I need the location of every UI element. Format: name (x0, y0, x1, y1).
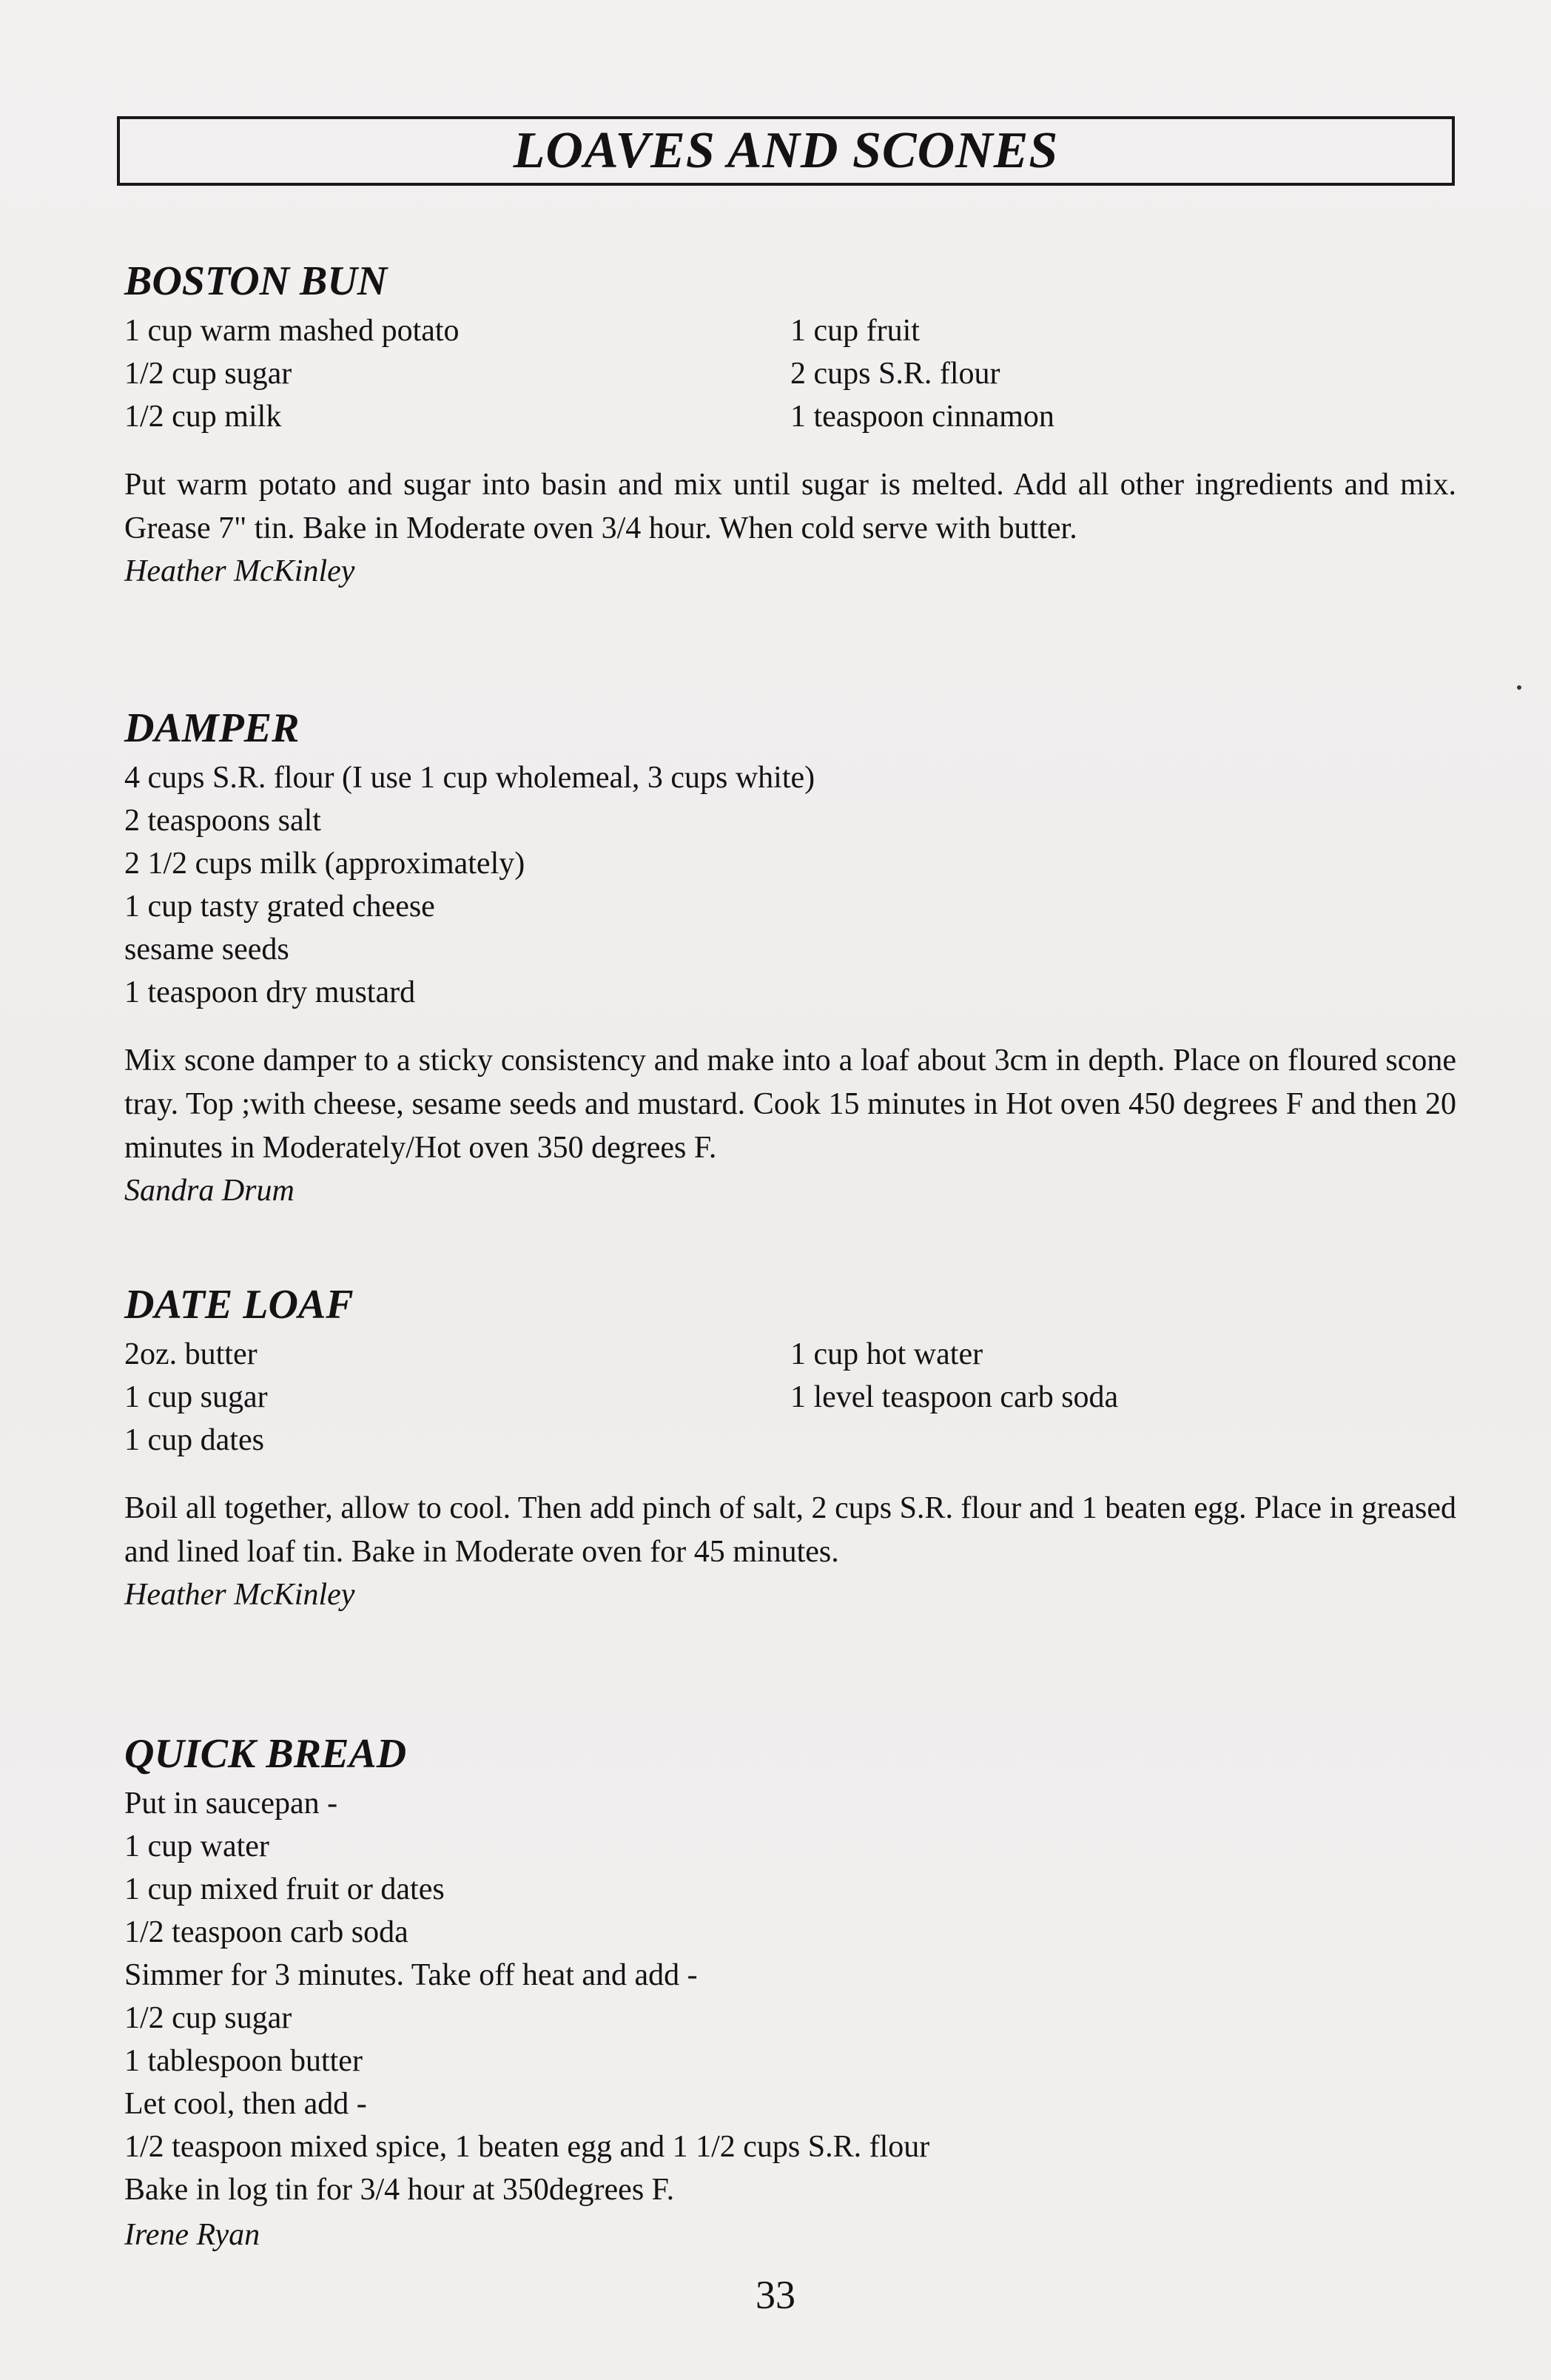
recipe-title: BOSTON BUN (124, 258, 388, 304)
recipe-author: Sandra Drum (124, 1174, 295, 1208)
recipe-boston-bun (124, 260, 1456, 592)
ingredient: 1 level teaspoon carb soda (790, 1380, 1119, 1414)
ingredient: 4 cups S.R. flour (I use 1 cup wholemeal, 3 cups white) (124, 761, 815, 795)
recipe-step: 1/2 teaspoon carb soda (124, 1915, 408, 1949)
ingredient-list (124, 309, 1456, 438)
ingredient: 1 cup warm mashed potato (124, 314, 460, 348)
ingredient-list (124, 756, 1456, 1014)
recipe-date-loaf (124, 1284, 1456, 1616)
recipe-step: Bake in log tin for 3/4 hour at 350degrees F. (124, 2173, 675, 2207)
recipe-step: 1/2 cup sugar (124, 2001, 292, 2035)
ingredient: 1 cup sugar (124, 1380, 268, 1414)
ingredient-list (124, 1333, 1456, 1462)
ingredient: 1 teaspoon dry mustard (124, 975, 416, 1009)
recipe-step: Let cool, then add - (124, 2087, 367, 2121)
speck-mark (1517, 685, 1521, 690)
recipe-step: Put in saucepan - (124, 1786, 338, 1821)
page-title-box (117, 116, 1455, 186)
recipe-damper (124, 707, 1456, 1211)
ingredient: 1 teaspoon cinnamon (790, 400, 1054, 434)
recipe-quick-bread (124, 1733, 1456, 2256)
recipe-method: Put warm potato and sugar into basin and mix until sugar is melted. Add all other ingredients and mix. Grease 7" tin. Bake in Moderate oven 3/4 hour. When cold serve with butter. (124, 468, 1456, 545)
ingredient: 2 cups S.R. flour (790, 357, 1000, 391)
ingredient: 1/2 cup milk (124, 400, 282, 434)
recipe-method: Mix scone damper to a sticky consistency and make into a loaf about 3cm in depth. Place on floured scone tray. Top ;with cheese, sesame seeds and mustard. Cook 15 minutes in Hot oven 450 degrees F and then 20 minutes in Moderately/Hot oven 350 degrees F. (124, 1043, 1456, 1165)
recipe-author: Heather McKinley (124, 554, 355, 588)
recipe-method: Boil all together, allow to cool. Then add pinch of salt, 2 cups S.R. flour and 1 beaten egg. Place in greased and lined loaf tin. Bake in Moderate oven for 45 minutes. (124, 1491, 1456, 1569)
ingredient: 2oz. butter (124, 1337, 258, 1371)
recipe-step: 1 cup water (124, 1829, 269, 1863)
ingredient: 1 cup dates (124, 1423, 264, 1457)
recipe-step: 1 tablespoon butter (124, 2044, 363, 2078)
recipe-step: Simmer for 3 minutes. Take off heat and add - (124, 1958, 698, 1992)
ingredient: 1 cup hot water (790, 1337, 983, 1371)
recipe-title: QUICK BREAD (124, 1731, 407, 1777)
recipe-author: Irene Ryan (124, 2218, 260, 2252)
page-number: 33 (756, 2273, 795, 2317)
ingredient: 2 teaspoons salt (124, 804, 321, 838)
recipe-step: 1/2 teaspoon mixed spice, 1 beaten egg and 1 1/2 cups S.R. flour (124, 2130, 930, 2164)
recipe-author: Heather McKinley (124, 1578, 355, 1612)
recipe-steps (124, 1782, 1456, 2211)
ingredient: 1 cup tasty grated cheese (124, 890, 435, 924)
ingredient: 2 1/2 cups milk (approximately) (124, 847, 525, 881)
recipe-title: DATE LOAF (124, 1282, 354, 1328)
recipe-title: DAMPER (124, 705, 300, 751)
ingredient: sesame seeds (124, 932, 289, 967)
recipe-step: 1 cup mixed fruit or dates (124, 1872, 445, 1906)
ingredient: 1/2 cup sugar (124, 357, 292, 391)
ingredient: 1 cup fruit (790, 314, 920, 348)
page-title: LOAVES AND SCONES (513, 122, 1059, 179)
